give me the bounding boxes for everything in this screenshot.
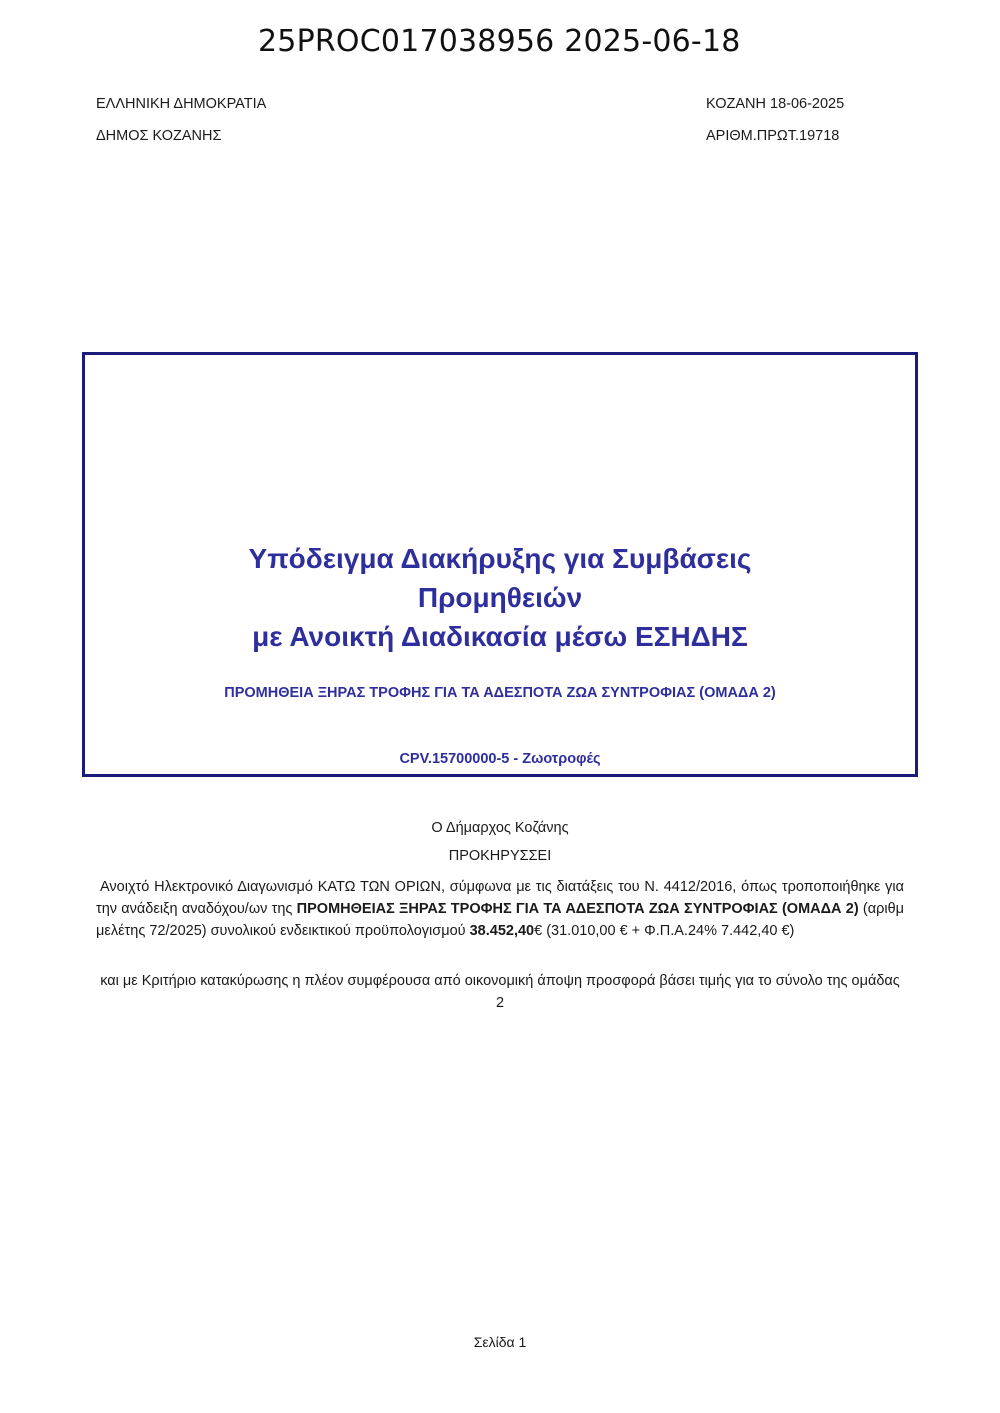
cover-title-line1: Υπόδειγμα Διακήρυξης για Συμβάσεις [248,543,752,574]
paragraph-text-1: Ανοιχτό Ηλεκτρονικό Διαγωνισμό ΚΑΤΩ ΤΩΝ ΟΡΙΩΝ, σύμφωνα με τις διατάξεις του Ν. 4412/2016, όπως τροποποιήθηκε για την ανάδειξη αναδόχου/ων της [96,879,904,917]
cover-box [82,352,918,777]
paragraph-text-3: € (31.010,00 € + Φ.Π.Α.24% 7.442,40 €) [534,923,795,939]
cover-cpv: CPV.15700000-5 - Ζωοτροφές [399,751,601,767]
header-place-date: ΚΟΖΑΝΗ 18-06-2025 [706,96,845,112]
cover-title [85,539,915,656]
cover-subtitle: ΠΡΟΜΗΘΕΙΑ ΞΗΡΑΣ ΤΡΟΦΗΣ ΓΙΑ ΤΑ ΑΔΕΣΠΟΤΑ ΖΩΑ ΣΥΝΤΡΟΦΙΑΣ (ΟΜΑΔΑ 2) [224,685,776,701]
paragraph-text-2: (αριθμ μελέτης 72/2025) συνολικού ενδεικτικού προϋπολογισμού [96,901,905,939]
paragraph-bold-amount: 38.452,40 [469,923,535,939]
announcement-paragraph [96,876,904,942]
header-country: ΕΛΛΗΝΙΚΗ ΔΗΜΟΚΡΑΤΙΑ [96,96,267,112]
document-id: 25PROC017038956 2025-06-18 [258,24,741,59]
header-protocol-number: ΑΡΙΘΜ.ΠΡΩΤ.19718 [706,128,840,144]
award-criterion: και με Κριτήριο κατακύρωσης η πλέον συμφέρουσα από οικονομική άποψη προσφορά βάσει τιμής για το σύνολο της ομάδας 2 [100,973,900,1011]
cover-title-line2: Προμηθειών [417,582,583,613]
page-number: Σελίδα 1 [473,1334,527,1350]
mayor-line: Ο Δήμαρχος Κοζάνης [431,820,569,836]
proclaims-line: ΠΡΟΚΗΡΥΣΣΕΙ [448,848,552,864]
cover-title-line3: με Ανοικτή Διαδικασία μέσω ΕΣΗΔΗΣ [252,621,748,652]
paragraph-bold-subject: ΠΡΟΜΗΘΕΙΑΣ ΞΗΡΑΣ ΤΡΟΦΗΣ ΓΙΑ ΤΑ ΑΔΕΣΠΟΤΑ ΖΩΑ ΣΥΝΤΡΟΦΙΑΣ (ΟΜΑΔΑ 2) [296,901,859,917]
header-municipality: ΔΗΜΟΣ ΚΟΖΑΝΗΣ [96,128,222,144]
